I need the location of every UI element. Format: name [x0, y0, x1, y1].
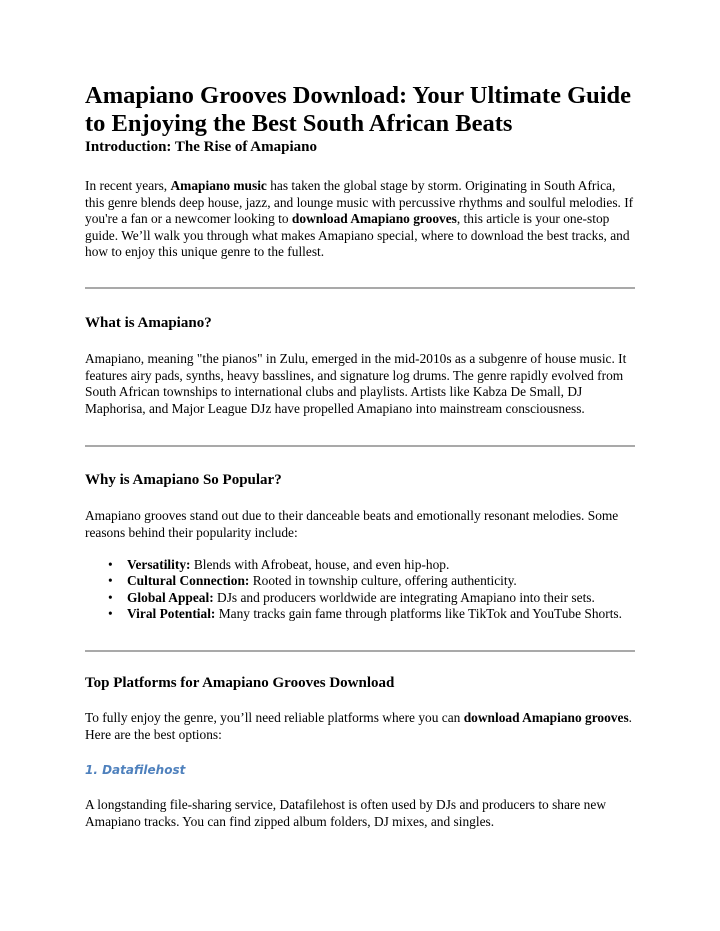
- platforms-text-2: . Here are the best options:: [85, 709, 633, 742]
- platforms-paragraph: [85, 710, 635, 743]
- bullet-icon: •: [108, 573, 113, 589]
- why-paragraph: Amapiano grooves stand out due to their danceable beats and emotionally resonant melodies. Some reasons behind their popularity include:: [85, 508, 619, 540]
- list-item-text: Many tracks gain fame through platforms like TikTok and YouTube Shorts.: [215, 606, 622, 622]
- what-paragraph: Amapiano, meaning "the pianos" in Zulu, emerged in the mid-2010s as a subgenre of house music. It features airy pads, synths, heavy basslines, and signature log drums. The genre rapidly evolved from South African townships to international clubs and playlists. Artists like Kabza De Small, DJ Maphorisa, and Major League DJz have propelled Amapiano into mainstream consciousness.: [85, 350, 627, 416]
- intro-text-3: , this article is your one-stop guide. We’ll walk you through what makes Amapiano special, where to download the best tracks, and how to enjoy this unique genre to the fullest.: [85, 211, 630, 260]
- list-item: [108, 589, 635, 607]
- article-title: [85, 82, 635, 138]
- section-divider: [85, 650, 635, 652]
- list-item: [108, 573, 635, 590]
- intro-paragraph: [85, 178, 635, 261]
- section-divider: [85, 287, 635, 289]
- intro-bold-amapiano-music: Amapiano music: [170, 178, 267, 193]
- intro-text-1: In recent years,: [85, 178, 171, 193]
- list-item-term: Global Appeal:: [127, 589, 214, 605]
- what-heading: What is Amapiano?: [85, 314, 212, 331]
- intro-text-2: has taken the global stage by storm. Originating in South Africa, this genre blends deep house, jazz, and lounge music with percussive rhythms and soulful melodies. If you're a fan or a newcomer looking to: [85, 178, 634, 227]
- list-item-text: Blends with Afrobeat, house, and even hip-hop.: [190, 556, 450, 572]
- article: [85, 82, 635, 830]
- article-title-line-2: to Enjoying the Best South African Beats: [85, 110, 513, 137]
- datafilehost-subheading: 1. Datafilehost: [85, 763, 186, 778]
- article-title-line-1: Amapiano Grooves Download: Your Ultimate Guide: [85, 82, 632, 109]
- platforms-heading: Top Platforms for Amapiano Grooves Download: [85, 674, 395, 691]
- list-item-term: Cultural Connection:: [127, 573, 250, 589]
- intro-heading: Introduction: The Rise of Amapiano: [85, 139, 317, 155]
- bullet-icon: •: [108, 556, 113, 572]
- list-item-term: Versatility:: [127, 556, 191, 572]
- list-item-text: DJs and producers worldwide are integrating Amapiano into their sets.: [213, 589, 595, 605]
- list-item-term: Viral Potential:: [127, 606, 216, 622]
- bullet-icon: •: [108, 606, 113, 622]
- platforms-text-1: To fully enjoy the genre, you’ll need reliable platforms where you can: [85, 709, 464, 725]
- platforms-bold-download-grooves: download Amapiano grooves: [463, 709, 629, 725]
- why-heading: Why is Amapiano So Popular?: [85, 472, 282, 489]
- bullet-icon: •: [108, 589, 113, 605]
- datafilehost-paragraph: A longstanding file-sharing service, Datafilehost is often used by DJs and producers to share new Amapiano tracks. You can find zipped album folders, DJ mixes, and singles.: [85, 797, 606, 829]
- list-item: [108, 556, 635, 574]
- intro-bold-download-grooves: download Amapiano grooves: [291, 211, 457, 227]
- list-item-text: Rooted in township culture, offering authenticity.: [249, 573, 517, 589]
- popularity-reasons-list: [85, 557, 635, 623]
- list-item: [108, 606, 635, 623]
- section-divider: [85, 445, 635, 447]
